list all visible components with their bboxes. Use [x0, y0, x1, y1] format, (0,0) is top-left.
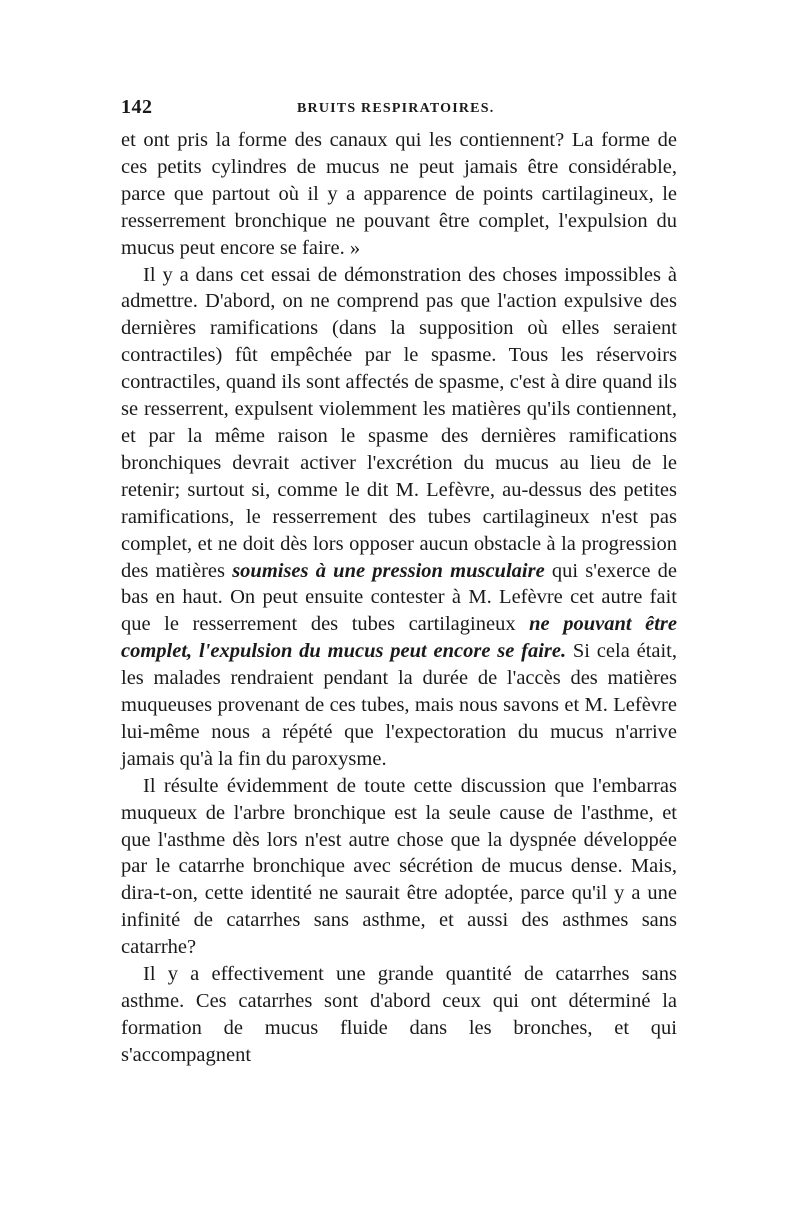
paragraph-continuation: et ont pris la forme des canaux qui les contiennent? La forme de ces petits cylindres de mucus ne peut jamais être considérable, parce que partout où il y a apparence de points cartilagineux, le resserrement bronchique ne pouvant être complet, l'expulsion du mucus peut encore se faire. » — [121, 129, 677, 259]
paragraph-segment: Il y a dans cet essai de démonstration des choses impossibles à admettre. D'abord, on ne comprend pas que l'action expulsive des dernières ramifications (dans la supposition où elles seraient contractiles) fût empêchée par le spasme. Tous les réservoirs contractiles, quand ils sont affectés de spasme, c'est à dire quand ils se resserrent, expulsent violemment les matières qu'ils contiennent, et par la même raison le spasme des dernières ramifications bronchiques devrait activer l'excrétion du mucus au lieu de le retenir; surtout si, comme le dit M. Lefèvre, au-dessus des petites ramifications, le resserrement des tubes cartilagineux n'est pas complet, et ne doit dès lors opposer aucun obstacle à la progression des matières — [121, 263, 677, 582]
paragraph-demonstration — [121, 262, 677, 773]
running-header — [121, 96, 677, 124]
paragraph-segment: qui s'exerce de bas en haut. On peut ensuite contester à M. Lefèvre cet autre fait que le resserrement des tubes cartilagineux — [121, 559, 677, 636]
body-text — [121, 127, 677, 1069]
italic-phrase: soumises à une pression musculaire — [232, 559, 545, 582]
paragraph-segment: Si cela était, les malades rendraient pendant la durée de l'accès des matières muqueuses provenant de ces tubes, mais nous savons et M. Lefèvre lui-même nous a répété que l'expectoration du mucus n'arrive jamais qu'à la fin du paroxysme. — [121, 640, 678, 770]
italic-phrase: ne pouvant être complet, l'expulsion du mucus peut encore se faire. — [121, 613, 677, 663]
paragraph-conclusion: Il résulte évidemment de toute cette discussion que l'embarras muqueux de l'arbre bronchique est la seule cause de l'asthme, et que l'asthme dès lors n'est autre chose que la dyspnée développée par le catarrhe bronchique avec sécrétion de mucus dense. Mais, dira-t-on, cette identité ne saurait être adoptée, parce qu'il y a une infinité de catarrhes sans asthme, et aussi des asthmes sans catarrhe? — [121, 774, 677, 959]
paragraph-catarrhes: Il y a effectivement une grande quantité de catarrhes sans asthme. Ces catarrhes sont d'abord ceux qui ont déterminé la formation de mucus fluide dans les bronches, et qui s'accompagnent — [121, 963, 677, 1066]
running-title: BRUITS RESPIRATOIRES. — [297, 101, 495, 116]
page-number: 142 — [121, 96, 153, 118]
